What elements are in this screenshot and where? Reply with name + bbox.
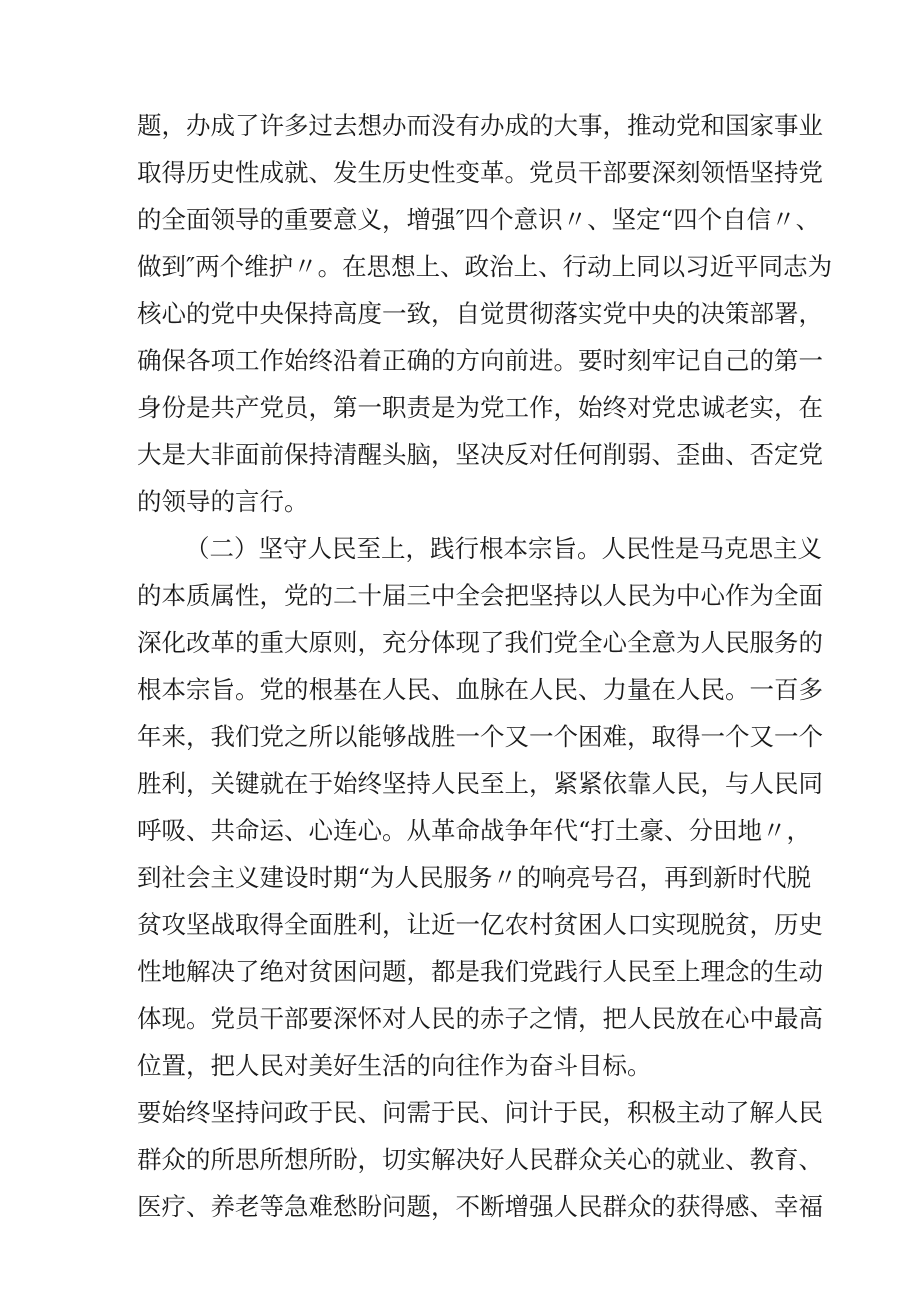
text-line-13: 根本宗旨。党的根基在人民、血脉在人民、力量在人民。一百多 [137, 675, 823, 704]
text-line-19: 性地解决了绝对贫困问题，都是我们党践行人民至上理念的生动 [137, 957, 823, 986]
text-line-12: 深化改革的重大原则，充分体现了我们党全心全意为人民服务的 [137, 628, 823, 657]
text-line-8: 大是大非面前保持清醒头脑，坚决反对任何削弱、歪曲、否定党 [137, 440, 823, 469]
text-line-2: 取得历史性成就、发生历史性变革。党员干部要深刻领悟坚持党 [137, 158, 823, 187]
text-line-18: 贫攻坚战取得全面胜利，让近一亿农村贫困人口实现脱贫，历史 [137, 910, 823, 939]
text-line-17: 到社会主义建设时期“为人民服务〃的响亮号召，再到新时代脱 [137, 863, 812, 892]
text-line-16: 呼吸、共命运、心连心。从革命战争年代“打土豪、分田地〃， [137, 816, 812, 845]
text-line-5: 核心的党中央保持高度一致，自觉贯彻落实党中央的决策部署， [137, 299, 823, 328]
section-heading-line: （二）坚守人民至上，践行根本宗旨。人民性是马克思主义 [185, 534, 822, 563]
text-line-6: 确保各项工作始终沿着正确的方向前进。要时刻牢记自己的第一 [137, 346, 823, 375]
text-line-24: 医疗、养老等急难愁盼问题，不断增强人民群众的获得感、幸福 [137, 1192, 823, 1221]
text-line-15: 胜利，关键就在于始终坚持人民至上，紧紧依靠人民，与人民同 [137, 769, 823, 798]
text-line-7: 身份是共产党员，第一职责是为党工作，始终对党忠诚老实，在 [137, 393, 823, 422]
text-line-14: 年来，我们党之所以能够战胜一个又一个困难，取得一个又一个 [137, 722, 823, 751]
text-line-20: 体现。党员干部要深怀对人民的赤子之情，把人民放在心中最高 [137, 1004, 823, 1033]
text-line-23: 群众的所思所想所盼，切实解决好人民群众关心的就业、教育、 [137, 1145, 823, 1174]
text-line-9: 的领导的言行。 [137, 487, 309, 516]
text-line-21: 位置，把人民对美好生活的向往作为奋斗目标。 [137, 1051, 652, 1080]
text-line-22: 要始终坚持问政于民、问需于民、问计于民，积极主动了解人民 [137, 1098, 823, 1127]
text-line-11: 的本质属性，党的二十届三中全会把坚持以人民为中心作为全面 [137, 581, 823, 610]
text-line-3: 的全面领导的重要意义，增强″四个意识〃、坚定“四个自信〃、 [137, 205, 821, 234]
text-line-1: 题，办成了许多过去想办而没有办成的大事，推动党和国家事业 [137, 111, 823, 140]
text-line-4: 做到″两个维护〃。在思想上、政治上、行动上同以习近平同志为 [137, 252, 833, 281]
